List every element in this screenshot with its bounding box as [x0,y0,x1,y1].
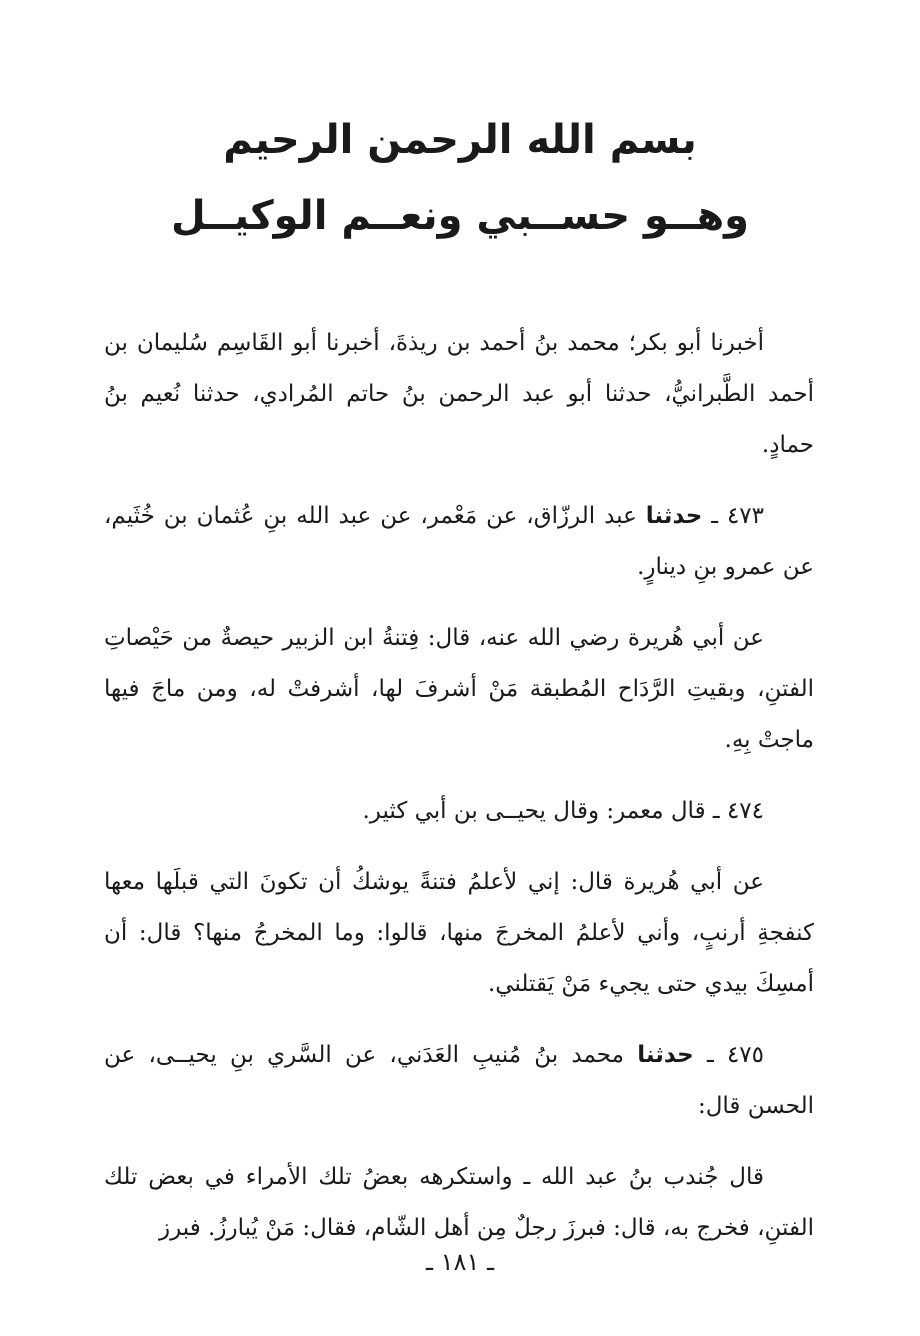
hadith-473-paragraph [104,491,814,593]
hasbi-heading: وهــو حســبي ونعــم الوكيــل [170,193,750,239]
hadith-number: ٤٧٣ ـ [711,503,764,529]
hadith-keyword: حدثنا [645,503,703,529]
paragraph-text: محمد بنُ مُنيبِ العَدَني، عن السَّري بنِ يحيــى، عن الحسن قال: [104,1042,814,1119]
matn-paragraph [104,857,814,1010]
basmala-heading: بسم الله الرحمن الرحيم [223,117,697,163]
paragraph-text: عن أبي هُريرة قال: إني لأعلمُ فتنةً يوشكُ أن تكونَ التي قبلَها معها كنفجةِ أرنبٍ، وأني لأعلمُ المخرجَ منها، قالوا: وما المخرجُ منها؟ قال: أن أمسِكَ بيدي حتى يجيء مَنْ يَقتلني. [104,869,814,997]
body-text [104,318,814,1274]
paragraph-text: عن أبي هُريرة رضي الله عنه، قال: فِتنةُ ابن الزبير حيصةٌ من حَيْصاتِ الفتنِ، وبقيتِ الرَّدَاح المُطبقة مَنْ أشرفَ لها، أشرفتْ له، ومن ماجَ فيها ماجتْ بِهِ. [104,625,814,753]
hadith-475-paragraph [104,1030,814,1132]
matn-paragraph [104,613,814,766]
hadith-keyword: حدثنا [637,1042,694,1068]
matn-paragraph [104,1152,814,1254]
paragraph-text: قال معمر: وقال يحيــى بن أبي كثير. [362,798,706,824]
paragraph-text: عبد الرزّاق، عن مَعْمر، عن عبد الله بنِ عُثمان بن خُثَيم، عن عمرو بنِ دينارٍ. [104,503,814,580]
page-number: ـ ١٨١ ـ [425,1248,494,1276]
hadith-number: ٤٧٤ ـ [712,798,764,824]
hadith-474-paragraph [104,786,814,837]
paragraph-text: أخبرنا أبو بكر؛ محمد بنُ أحمد بن ريذةَ، أخبرنا أبو القَاسِم سُليمان بن أحمد الطَّبرانيُّ، حدثنا أبو عبد الرحمن بنُ حاتم المُرادي، حدثنا نُعيم بنُ حمادٍ. [104,330,814,458]
hadith-number: ٤٧٥ ـ [706,1042,765,1068]
paragraph-text: قال جُندب بنُ عبد الله ـ واستكرهه بعضُ تلك الأمراء في بعض تلك الفتنِ، فخرج به، قال: فبرزَ رجلٌ مِن أهل الشّام، فقال: مَنْ يُبارزُ. فبرز [104,1164,814,1241]
isnad-paragraph [104,318,814,471]
